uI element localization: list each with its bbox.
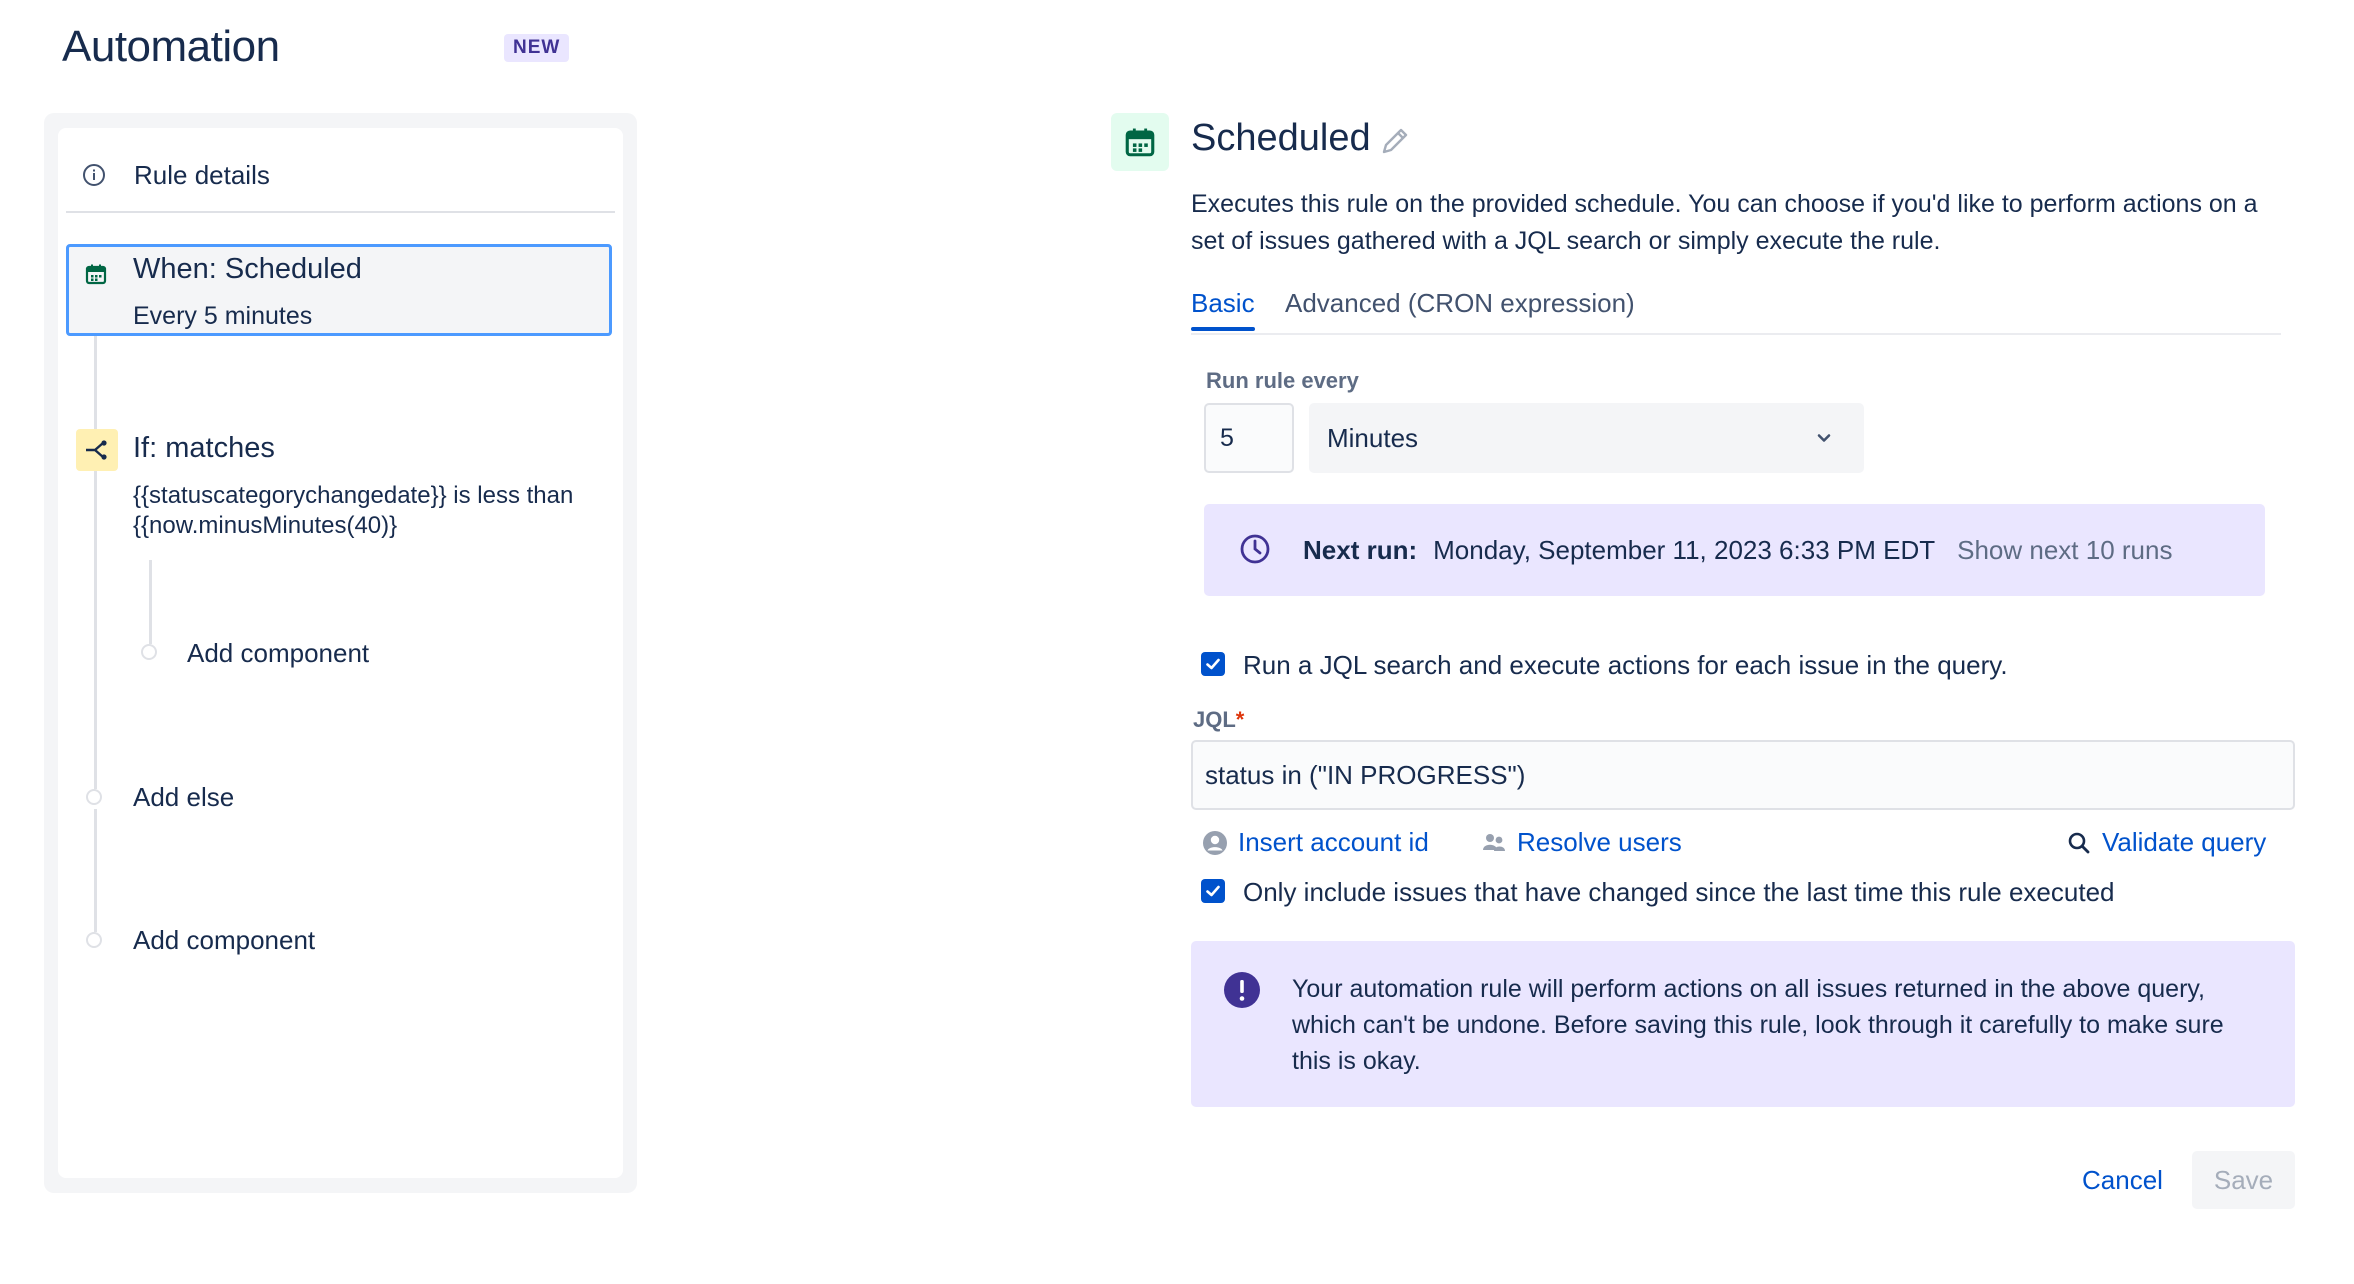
user-avatar-icon — [1202, 830, 1228, 856]
chain-rail — [94, 336, 97, 429]
tab-basic[interactable]: Basic — [1191, 288, 1255, 318]
new-badge: NEW — [504, 34, 569, 62]
cancel-button[interactable]: Cancel — [2082, 1164, 2163, 1195]
resolve-users-label: Resolve users — [1517, 827, 1682, 857]
jql-search-checkbox[interactable] — [1201, 652, 1225, 676]
save-button[interactable]: Save — [2192, 1151, 2295, 1209]
trigger-subtitle: Every 5 minutes — [133, 302, 313, 330]
calendar-icon — [84, 262, 108, 286]
insert-account-id-button[interactable] — [1202, 827, 1429, 858]
validate-query-label: Validate query — [2102, 827, 2267, 857]
add-component-button[interactable]: Add component — [133, 925, 316, 955]
only-changed-checkbox-label: Only include issues that have changed since the last time this rule executed — [1243, 877, 2115, 907]
trigger-title: When: Scheduled — [133, 253, 362, 285]
add-component-node — [141, 644, 157, 660]
warning-text: Your automation rule will perform actions on all issues returned in the above query, which can't be undone. Before saving this rule, look through it carefully to make sure this is okay. — [1292, 975, 2224, 1075]
warning-banner — [1191, 941, 2295, 1107]
people-icon — [1481, 830, 1507, 856]
interval-value: 5 — [1220, 423, 1234, 452]
exclamation-icon — [1223, 971, 1261, 1009]
rule-details-label: Rule details — [134, 159, 270, 190]
pencil-icon[interactable] — [1378, 124, 1412, 158]
nested-rail — [149, 560, 152, 644]
jql-label: JQL* — [1193, 707, 1245, 732]
insert-account-id-label: Insert account id — [1238, 827, 1429, 857]
clock-icon — [1239, 533, 1273, 567]
chevron-down-icon — [1814, 428, 1834, 448]
divider — [66, 211, 615, 213]
add-else-button[interactable]: Add else — [133, 782, 235, 812]
validate-query-button[interactable] — [2066, 827, 2266, 858]
search-icon — [2066, 830, 2092, 856]
jql-value: status in ("IN PROGRESS") — [1205, 759, 1526, 790]
next-run-label: Next run: — [1303, 534, 1418, 565]
page-title: Automation — [62, 22, 280, 71]
tab-advanced[interactable]: Advanced (CRON expression) — [1285, 288, 1635, 318]
required-asterisk: * — [1235, 707, 1245, 732]
next-run-value: Monday, September 11, 2023 6:33 PM EDT — [1433, 534, 1936, 565]
add-else-node — [86, 789, 102, 805]
interval-input[interactable] — [1204, 403, 1294, 473]
condition-title[interactable]: If: matches — [133, 432, 275, 464]
branch-icon — [76, 429, 118, 471]
rule-details-item[interactable] — [66, 140, 615, 210]
interval-unit-select[interactable] — [1309, 403, 1864, 473]
jql-search-checkbox-label: Run a JQL search and execute actions for each issue in the query. — [1243, 650, 2008, 680]
chain-rail — [94, 809, 97, 932]
active-tab-indicator — [1191, 327, 1255, 331]
chain-rail — [94, 471, 97, 789]
resolve-users-button[interactable] — [1481, 827, 1682, 858]
info-icon — [80, 161, 108, 189]
jql-input[interactable] — [1191, 740, 2295, 810]
detail-description: Executes this rule on the provided schedule. You can choose if you'd like to perform actions on a set of issues gathered with a JQL search or simply execute the rule. — [1191, 190, 2258, 255]
add-component-node — [86, 932, 102, 948]
nested-add-component-button[interactable]: Add component — [187, 638, 370, 668]
show-next-runs-link[interactable]: Show next 10 runs — [1957, 534, 2173, 565]
tab-bar — [1191, 280, 2281, 335]
calendar-icon — [1111, 113, 1169, 171]
interval-unit-value: Minutes — [1327, 422, 1419, 453]
condition-description: {{statuscategorychangedate}} is less than {{now.minusMinutes(40)} — [133, 482, 574, 539]
detail-title: Scheduled — [1191, 117, 1371, 159]
only-changed-checkbox[interactable] — [1201, 879, 1225, 903]
next-run-banner — [1204, 504, 2265, 596]
run-every-label: Run rule every — [1206, 368, 1359, 393]
